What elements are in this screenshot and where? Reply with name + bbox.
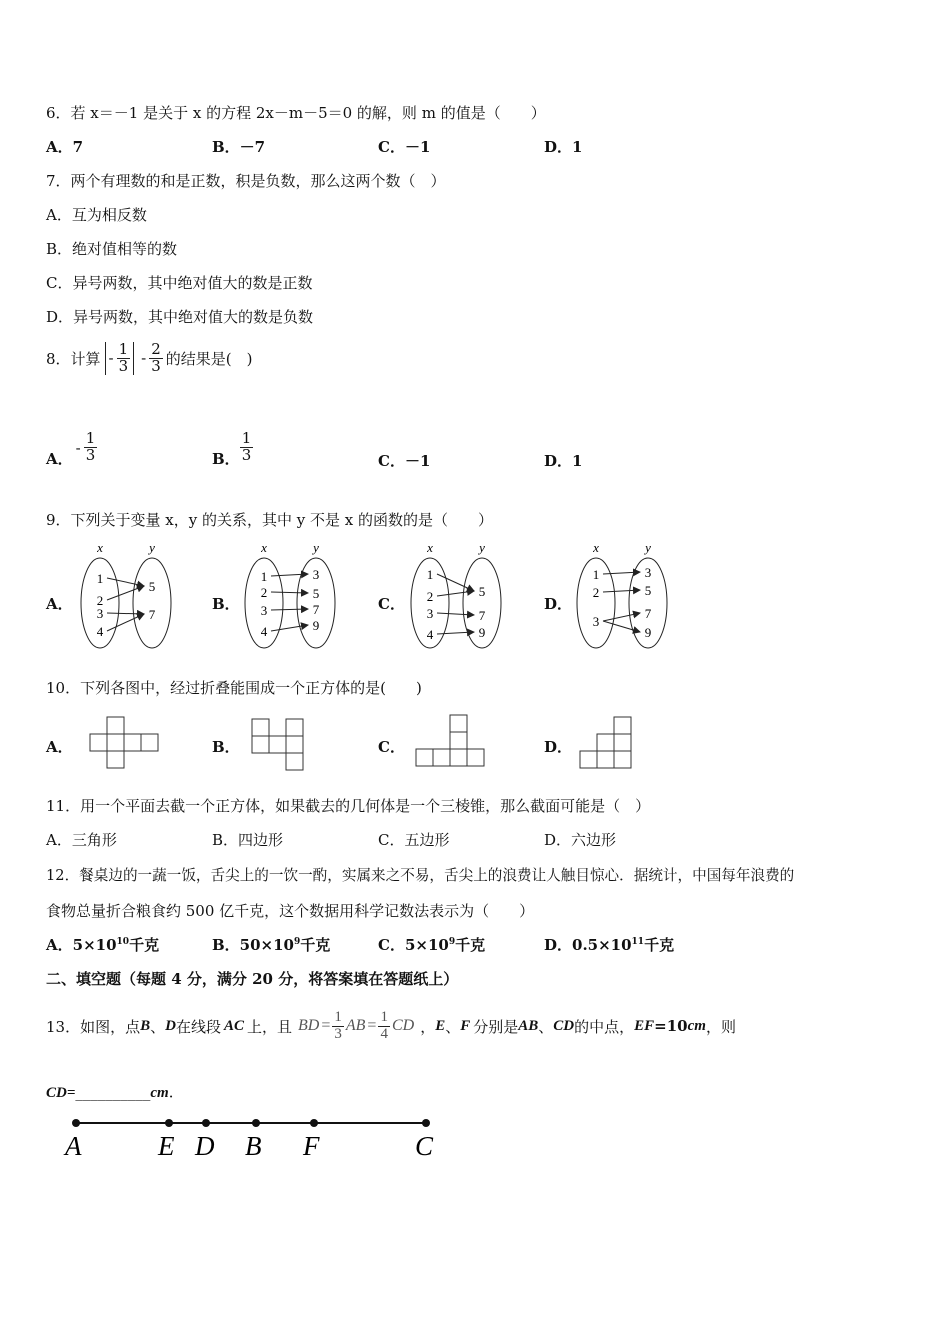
q9-diagram-d	[577, 540, 667, 648]
q6-option-d: D．1	[544, 138, 583, 156]
segment-point-label: C	[415, 1131, 434, 1161]
y-label: y	[479, 540, 485, 555]
domain-value: 2	[260, 585, 268, 600]
mapping-arrow	[437, 574, 474, 591]
q7-option-b: B．绝对值相等的数	[46, 240, 178, 258]
q10-net-a	[90, 717, 158, 768]
segment-point	[72, 1119, 80, 1127]
mapping-arrow	[603, 572, 640, 574]
q8-option-c: C．－1	[378, 452, 431, 470]
mapping-arrow	[107, 613, 144, 614]
q10-stem: 10．下列各图中，经过折叠能围成一个正方体的是( )	[46, 679, 422, 697]
codomain-value: 3	[644, 565, 652, 580]
q9-diagram-c	[411, 540, 501, 648]
segment-point	[165, 1119, 173, 1127]
domain-value: 1	[592, 567, 600, 582]
q11-option-d: D．六边形	[544, 831, 617, 849]
codomain-value: 5	[312, 586, 320, 601]
codomain-value: 9	[644, 625, 652, 640]
q10-option-c: C．	[378, 738, 405, 756]
q12-option-b: B．$50\times 10^9$千克	[212, 936, 331, 954]
codomain-value: 5	[644, 583, 652, 598]
q12-option-d: D．$0.5\times 10^{11}$千克	[544, 936, 675, 954]
codomain-value: 7	[148, 607, 156, 622]
q7-stem: 7．两个有理数的和是正数，积是负数，那么这两个数（ ）	[46, 172, 446, 190]
q10-option-b: B．	[212, 738, 240, 756]
q9-stem: 9．下列关于变量 x，y 的关系，其中 y 不是 x 的函数的是（ ）	[46, 511, 494, 529]
codomain-value: 5	[478, 584, 486, 599]
q6-stem: 6．若 x＝－1 是关于 x 的方程 2x－m－5＝0 的解，则 m 的值是（ ）	[46, 104, 546, 122]
mapping-arrow	[437, 613, 474, 615]
codomain-value: 7	[312, 602, 320, 617]
domain-value: 4	[260, 624, 268, 639]
mapping-arrow	[271, 574, 308, 576]
q10-net-c	[416, 715, 484, 766]
q7-option-a: A．互为相反数	[46, 206, 147, 224]
mapping-arrow	[107, 614, 144, 631]
x-label: x	[593, 540, 599, 555]
q12-stem-line2: 食物总量折合粮食约 500 亿千克，这个数据用科学记数法表示为（ ）	[46, 902, 535, 920]
segment-point-label: A	[65, 1131, 82, 1161]
q10-cube-nets	[0, 710, 950, 775]
q11-option-b: B．四边形	[212, 831, 284, 849]
segment-point-label: E	[158, 1131, 175, 1161]
x-label: x	[427, 540, 433, 555]
mapping-arrow	[603, 590, 640, 592]
domain-value: 2	[96, 593, 104, 608]
q13-segment-diagram	[40, 1110, 460, 1170]
mapping-arrow	[271, 609, 308, 610]
mapping-arrow	[271, 625, 308, 631]
segment-point	[310, 1119, 318, 1127]
q11-stem: 11．用一个平面去截一个正方体，如果截去的几何体是一个三棱锥，那么截面可能是（ ）	[46, 797, 651, 815]
segment-point-label: B	[245, 1131, 262, 1161]
q6-option-b: B．－7	[212, 138, 266, 156]
q8-option-a-fraction: $\frac{1}{3}$	[85, 429, 96, 464]
codomain-value: 3	[312, 567, 320, 582]
q8-abs-value: - $\frac{1}{3}$	[105, 342, 135, 375]
q13-stem: 13．如图，点 B 、 D 在线段 AC 上，且 BD = $\frac{1}{3}$ AB = $\frac{1}{4}$ CD ， E 、 F 分别是 AB 、 CD 的中点， EF =10 cm ，则	[46, 1008, 736, 1042]
y-label: y	[313, 540, 319, 555]
q9-diagram-a	[81, 540, 171, 648]
q10-option-a: A．	[46, 738, 73, 756]
x-label: x	[261, 540, 267, 555]
q8-fraction-one-third: $\frac{1}{3}$	[118, 340, 129, 375]
domain-value: 3	[96, 606, 104, 621]
q13-answer: CD=__________cm．	[46, 1083, 184, 1101]
domain-value: 3	[426, 606, 434, 621]
q10-net-b	[252, 719, 303, 770]
codomain-value: 9	[312, 618, 320, 633]
q7-option-d: D．异号两数，其中绝对值大的数是负数	[46, 308, 314, 326]
q9-diagram-b	[245, 540, 335, 648]
segment-point	[252, 1119, 260, 1127]
mapping-arrow	[437, 591, 474, 596]
y-label: y	[645, 540, 651, 555]
x-label: x	[97, 540, 103, 555]
domain-value: 1	[96, 571, 104, 586]
q6-option-a: A．7	[46, 138, 84, 156]
q9-mapping-diagrams	[0, 538, 950, 658]
domain-value: 1	[260, 569, 268, 584]
segment-point-label: F	[303, 1131, 320, 1161]
segment-point-label: D	[195, 1131, 215, 1161]
domain-value: 3	[592, 614, 600, 629]
domain-value: 4	[96, 624, 104, 639]
q10-net-d	[580, 717, 631, 768]
q12-stem-line1: 12．餐桌边的一蔬一饭，舌尖上的一饮一酌，实属来之不易，舌尖上的浪费让人触目惊心．据统计，中国每年浪费的	[46, 867, 795, 884]
mapping-arrow	[603, 613, 640, 621]
codomain-value: 7	[644, 606, 652, 621]
q8-prefix: 8．计算	[46, 349, 101, 368]
q11-option-a: A．三角形	[46, 831, 117, 849]
q7-option-c: C．异号两数，其中绝对值大的数是正数	[46, 274, 313, 292]
q12-option-c: C．$5\times 10^9$千克	[378, 936, 486, 954]
codomain-value: 7	[478, 608, 486, 623]
mapping-arrow	[107, 586, 144, 600]
q8-option-a: A． - $\frac{1}{3}$	[46, 429, 96, 468]
domain-value: 4	[426, 627, 434, 642]
q9-option-a: A．	[46, 595, 73, 613]
segment-point	[422, 1119, 430, 1127]
q9-option-b: B．	[212, 595, 240, 613]
domain-value: 2	[426, 589, 434, 604]
q8-fraction-two-thirds: $\frac{2}{3}$	[151, 340, 161, 375]
mapping-arrow	[603, 621, 640, 632]
codomain-ellipse	[133, 558, 171, 648]
q9-option-d: D．	[544, 595, 573, 613]
q8-suffix: 的结果是( )	[165, 349, 253, 368]
q6-option-c: C．－1	[378, 138, 431, 156]
q10-option-d: D．	[544, 738, 573, 756]
mapping-arrow	[107, 578, 144, 586]
domain-value: 2	[592, 585, 600, 600]
segment-point	[202, 1119, 210, 1127]
q9-option-c: C．	[378, 595, 405, 613]
y-label: y	[149, 540, 155, 555]
codomain-value: 9	[478, 625, 486, 640]
q11-option-c: C．五边形	[378, 831, 450, 849]
q13-answer-blank[interactable]: __________	[75, 1083, 151, 1101]
q8-option-b-fraction: $\frac{1}{3}$	[241, 429, 252, 464]
q8-option-b: B． $\frac{1}{3}$	[212, 429, 252, 468]
q8-expression: 8．计算 - $\frac{1}{3}$ - $\frac{2}{3}$ 的结果是( )	[46, 340, 253, 375]
codomain-value: 5	[148, 579, 156, 594]
q8-option-d: D．1	[544, 452, 583, 470]
section-2-heading: 二、填空题（每题 4 分，满分 20 分，将答案填在答题纸上）	[46, 970, 459, 988]
q13-equation: BD = $\frac{1}{3}$ AB = $\frac{1}{4}$ CD	[298, 1008, 415, 1042]
mapping-arrow	[271, 592, 308, 593]
domain-value: 1	[426, 567, 434, 582]
domain-value: 3	[260, 603, 268, 618]
q12-option-a: A．$5\times 10^{10}$千克	[46, 936, 160, 954]
